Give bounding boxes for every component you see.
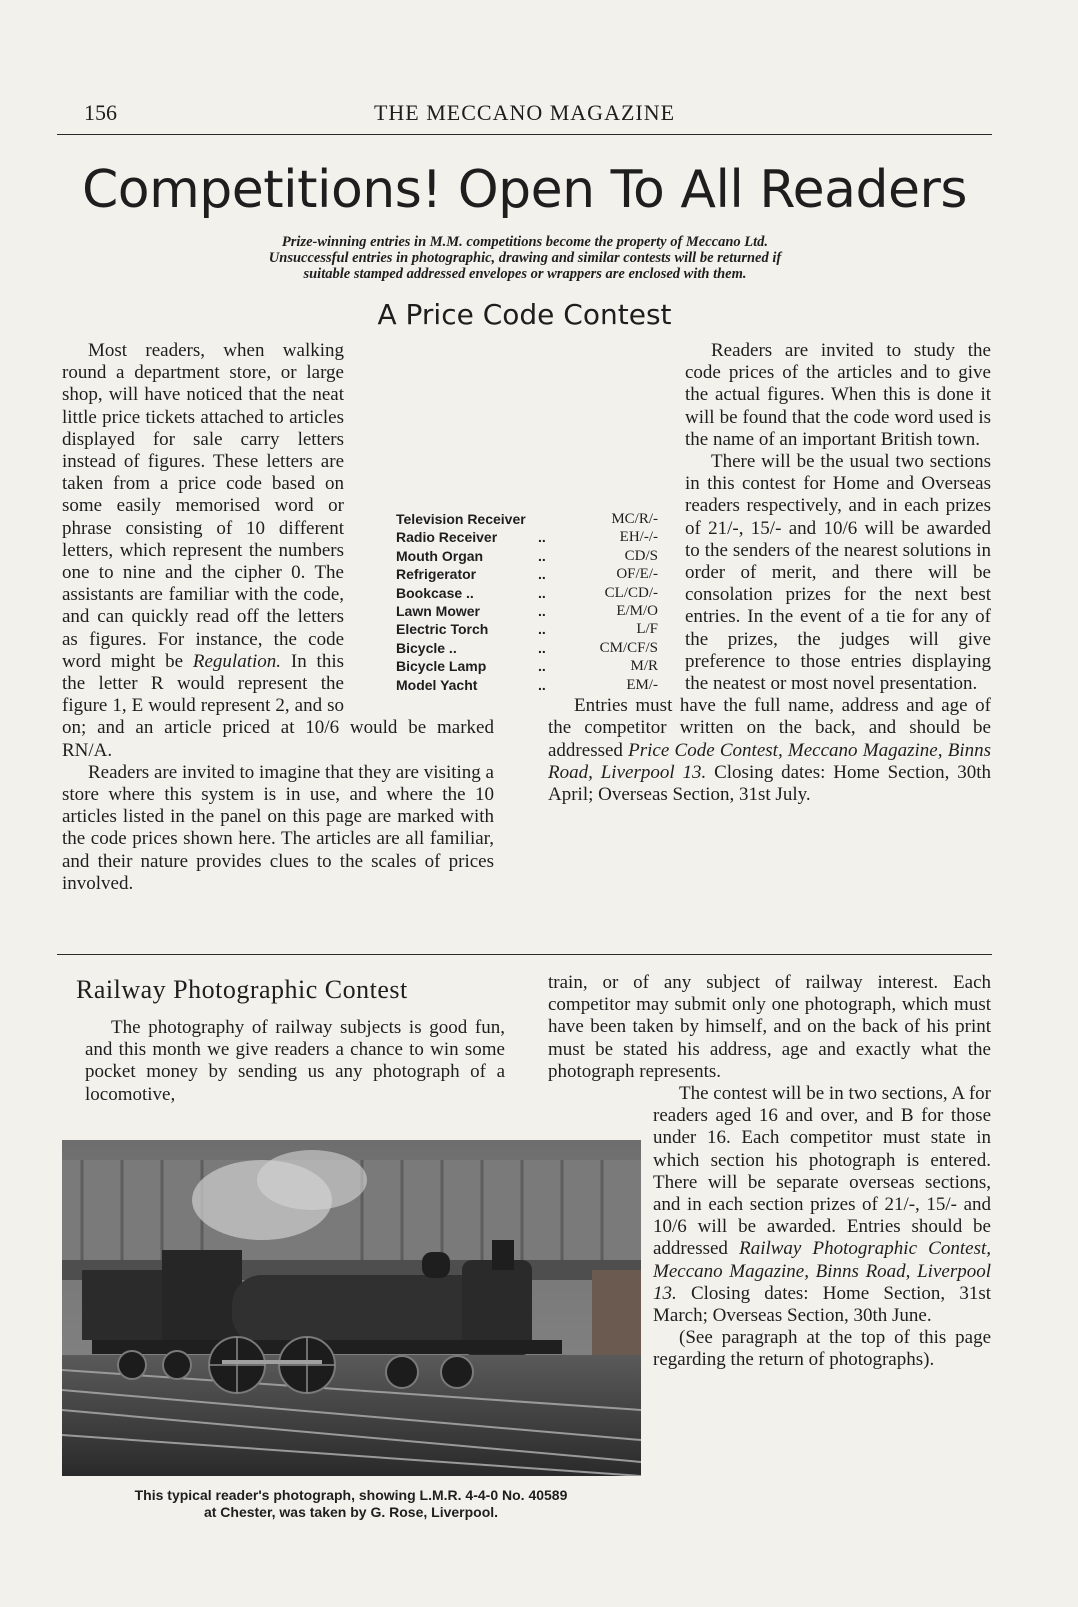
price-contest-title: A Price Code Contest (377, 298, 672, 331)
code-word-example: Regulation. (192, 650, 282, 672)
contest-address: Railway Photographic Contest, Meccano Magazine, Binns Road, Liverpool 13. (653, 1238, 991, 1304)
price-article: Television Receiver (396, 511, 526, 527)
page-title: Competitions! Open To All Readers (82, 160, 967, 220)
price-contest-right-column (548, 340, 991, 950)
running-head (57, 100, 992, 130)
price-article: Mouth Organ .. (396, 547, 546, 564)
notice-line: Unsuccessful entries in photographic, drawing and similar contests will be returned if (268, 250, 782, 266)
price-contest-paragraph: Entries must have the full name, address and age of the competitor written on the back, and should be addressed Price Code Contest, Meccano Magazine, Binns Road, Liverpool 13. Closing dates: Home Section, 30th April; Overseas Section, 31st July. (548, 695, 991, 806)
price-code: CL/CD/- (604, 584, 658, 601)
railway-contest-paragraph: The photography of railway subjects is good fun, and this month we give readers a chance to win some pocket money by sending us any photograph of a locomotive, (85, 1017, 505, 1105)
prize-notice (120, 234, 930, 282)
price-code: CD/S (624, 547, 658, 564)
price-code: OF/E/- (616, 566, 658, 583)
price-article: Refrigerator .. (396, 566, 546, 583)
page-number: 156 (84, 100, 117, 125)
price-article: Radio Receiver .. (396, 529, 546, 546)
price-article: Bicycle Lamp .. (396, 658, 546, 675)
railway-contest-left-column (85, 1017, 505, 1106)
contest-address: Price Code Contest, Meccano Magazine, Binns Road, Liverpool 13. (548, 739, 991, 783)
price-code: L/F (636, 621, 658, 638)
notice-line: Prize-winning entries in M.M. competitions become the property of Meccano Ltd. (281, 234, 769, 250)
magazine-name: THE MECCANO MAGAZINE (373, 100, 676, 125)
caption-line: at Chester, was taken by G. Rose, Liverpool. (203, 1504, 499, 1520)
price-contest-paragraph: There will be the usual two sections in this contest for Home and Overseas readers respectively, and in each prizes of 21/-, 15/- and 10/6 will be awarded to the senders of the nearest solutions in order of merit, and there will be consolation prizes for the next best entries. In the event of a tie for any of the prizes, the judges will give preference to those entries displaying the neatest or most novel presentation. (685, 451, 991, 695)
price-contest-paragraph: Most readers, when walking round a department store, or large shop, will have noticed that the neat little price tickets attached to articles displayed for sale carry letters instead of figures. These letters are taken from a price code based on some easily memorised word or phrase consisting of 10 different letters, which represent the numbers one to nine and the cipher 0. The assistants are familiar with the code, and can quickly read off the letters as figures. For instance, the code word might be Regulation. In this the letter R would represent the figure 1, E would represent 2, and so on; and an article priced at 10/6 would be marked RN/A. (62, 340, 494, 761)
price-code: E/M/O (616, 602, 658, 619)
section-divider (57, 954, 992, 955)
price-article: Bookcase .. .. (396, 584, 546, 601)
price-code: M/R (630, 658, 658, 675)
locomotive-photo-illustration (62, 1140, 641, 1476)
locomotive-photograph (62, 1140, 641, 1476)
price-code: CM/CF/S (599, 639, 658, 656)
price-code: EH/-/- (619, 529, 658, 546)
price-article: Bicycle .. .. (396, 639, 546, 656)
notice-line: suitable stamped addressed envelopes or wrappers are enclosed with them. (303, 266, 747, 282)
price-contest-paragraph: Readers are invited to imagine that they are visiting a store where this system is in use, and where the 10 articles listed in the panel on this page are marked with the code prices shown here. The articles are all familiar, and their nature provides clues to the scales of prices involved. (62, 761, 494, 894)
railway-contest-paragraph: (See paragraph at the top of this page regarding the return of photographs). (653, 1327, 991, 1371)
price-article: Electric Torch .. (396, 621, 546, 638)
price-code: MC/R/- (611, 511, 658, 527)
price-article: Lawn Mower .. (396, 602, 546, 619)
photo-caption (57, 1487, 645, 1521)
header-rule (57, 134, 992, 135)
caption-line: This typical reader's photograph, showing L.M.R. 4-4-0 No. 40589 (134, 1487, 568, 1503)
railway-contest-paragraph: The contest will be in two sections, A for readers aged 16 and over, and B for those under 16. Each competitor must state in which section his photograph is entered. There will be separate overseas sections, and in each section prizes of 21/-, 15/- and 10/6 will be awarded. Entries should be addressed Railway Photographic Contest, Meccano Magazine, Binns Road, Liverpool 13. Closing dates: Home Section, 31st March; Overseas Section, 30th June. (653, 1083, 991, 1327)
price-contest-paragraph: Readers are invited to study the code prices of the articles and to give the actual figures. When this is done it will be found that the code word used is the name of an important British town. (685, 340, 991, 450)
railway-contest-title: Railway Photographic Contest (76, 975, 408, 1004)
price-code: EM/- (626, 676, 658, 693)
price-article: Model Yacht .. (396, 676, 546, 693)
railway-contest-paragraph: train, or of any subject of railway interest. Each competitor may submit only one photograph, which must have been taken by himself, and on the back of his print must be stated his address, age and exactly what the photograph represents. (548, 972, 991, 1082)
